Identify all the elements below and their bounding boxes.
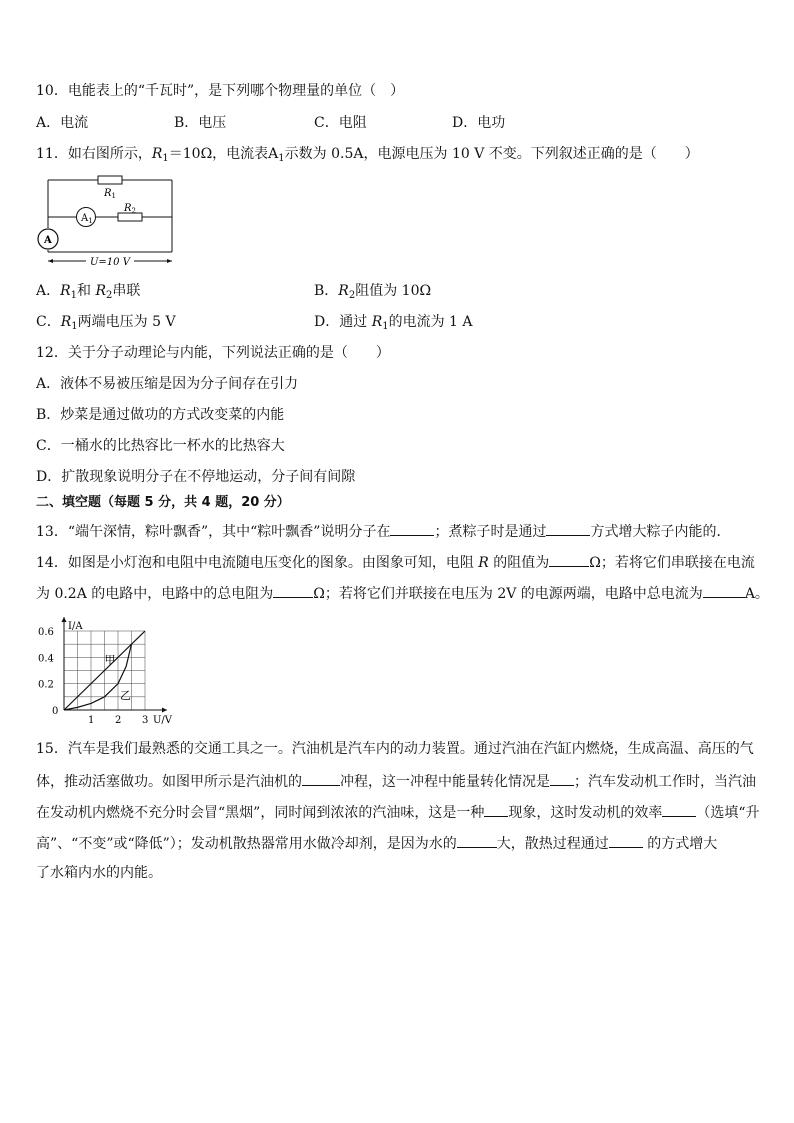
q11-stem [36,145,699,163]
ammeter-a1-label: $A_1$ [81,213,93,225]
q12-stem: 12．关于分子动理论与内能，下列说法正确的是（ ） [36,345,390,361]
x-tick-label: 3 [142,715,149,726]
q11-option-a: A．$R_1$和 $R_2$串联 [36,283,141,301]
q14-line-2: 为 0.2A 的电路中，电路中的总电阻为 Ω；若将它们并联接在电压为 2V 的电源两端，电路中总电流为 A。 [36,583,769,603]
q11-stem-part1: 11．如右图所示， [36,146,152,162]
q13-text: 13．“端午深情，粽叶飘香”，其中“粽叶飘香”说明分子在 ；煮粽子时是通过 方式增大粽子内能的． [36,521,730,541]
y-tick-label: 0 [52,706,59,717]
q11-r-subscript: 1 [162,153,169,164]
q10-option-b: B．电压 [174,115,227,131]
y-axis-arrow [62,617,67,622]
q15-blank-5[interactable] [457,833,497,848]
q15-line-3: 在发动机内燃烧不充分时会冒“黑烟”，同时闻到浓浓的汽油味，这是一种 现象，这时发动机的效率 （选填“升 [36,802,760,822]
q11-circuit-diagram [36,172,184,272]
q10-stem: 10．电能表上的“千瓦时”，是下列哪个物理量的单位（ ） [36,83,405,99]
q13-blank-2[interactable] [546,521,590,536]
q12-option-d: D．扩散现象说明分子在不停地运动，分子间有间隙 [36,469,356,485]
q15-blank-4[interactable] [662,802,696,817]
x-axis-arrow [162,708,167,713]
q10-option-a: A．电流 [36,115,89,131]
q15-line-5: 了水箱内水的内能。 [36,865,162,881]
r1-label: $R_1$ [104,188,116,200]
q10-option-c: C．电阻 [314,115,367,131]
q15-blank-3[interactable] [484,802,508,817]
q15-blank-2[interactable] [550,771,574,786]
x-axis-label: U/V [153,715,173,726]
q14-blank-2[interactable] [273,583,313,598]
ammeter-a-label: A [44,235,52,246]
q14-blank-3[interactable] [703,583,745,598]
q11-ammeter-symbol: A [268,146,279,162]
q11-option-c: C．$R_1$两端电压为 5 V [36,314,176,332]
q11-stem-part2: ＝10Ω，电流表 [168,146,269,162]
q10-option-d: D．电功 [452,115,506,131]
voltage-label: U=10 V [90,257,130,268]
q14-blank-1[interactable] [549,552,589,567]
q15-line-1: 15．汽车是我们最熟悉的交通工具之一。汽油机是汽车内的动力装置。通过汽油在汽缸内燃烧，生成高温、高压的气 [36,741,754,757]
q11-option-d: D．通过 $R_1$的电流为 1 A [314,314,473,332]
iu-graph [36,614,186,726]
r2-resistor [118,213,142,221]
q15-blank-6[interactable] [609,833,643,848]
q11-stem-part3: 示数为 0.5A，电源电压为 10 V 不变。下列叙述正确的是（ ） [284,146,699,162]
x-tick-label: 1 [88,715,95,726]
q12-option-c: C．一桶水的比热容比一杯水的比热容大 [36,438,285,454]
q11-ammeter-subscript: 1 [278,153,285,164]
series-label-jia: 甲 [104,653,116,667]
x-tick-label: 2 [115,715,122,726]
q12-option-a: A．液体不易被压缩是因为分子间存在引力 [36,376,299,392]
r1-resistor [98,176,122,184]
section-heading: 二、填空题（每题 5 分，共 4 题，20 分） [36,495,290,510]
r2-label: $R_2$ [124,203,136,215]
q12-option-b: B．炒菜是通过做功的方式改变菜的内能 [36,407,285,423]
q14-line-1: 14．如图是小灯泡和电阻中电流随电压变化的图象。由图象可知，电阻 R 的阻值为 Ω；若将它们串联接在电流 [36,552,755,572]
q11-r-symbol: R [151,146,163,162]
y-axis-label: I/A [68,621,83,632]
y-tick-label: 0.2 [38,679,54,691]
series-label-yi: 乙 [120,688,131,702]
q11-option-b: B．$R_2$阻值为 10Ω [314,283,432,301]
q15-line-4: 高”、“不变”或“降低”）；发动机散热器常用水做冷却剂，是因为水的 大，散热过程通过 的方式增大 [36,833,717,853]
y-tick-label: 0.6 [38,627,54,638]
q15-line-2: 体，推动活塞做功。如图甲所示是汽油机的 冲程，这一冲程中能量转化情况是 ；汽车发动机工作时，当汽油 [36,771,756,791]
q15-blank-1[interactable] [302,771,340,786]
q13-blank-1[interactable] [390,521,434,536]
y-tick-label: 0.4 [38,653,54,665]
